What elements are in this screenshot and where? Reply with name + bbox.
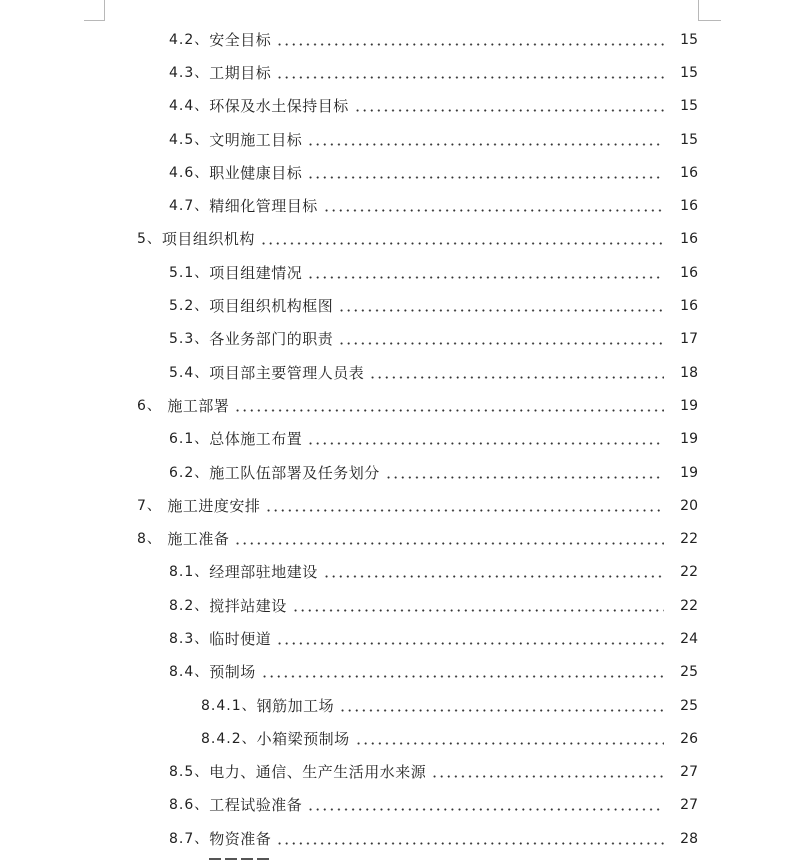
toc-entry[interactable]	[0, 689, 796, 722]
toc-dot-leader	[339, 709, 664, 712]
toc-entry-number: 8.4.1、	[201, 697, 257, 714]
toc-entry-page-number: 16	[680, 198, 698, 215]
toc-entry-page-number: 22	[680, 597, 698, 614]
toc-entry-number: 6、	[137, 397, 168, 414]
toc-entry-title: 施工队伍部署及任务划分	[209, 463, 380, 482]
toc-dot-leader	[307, 808, 664, 811]
toc-entry-number: 8.2、	[169, 597, 210, 614]
toc-dot-leader	[276, 642, 664, 645]
toc-entry-page-number: 22	[680, 531, 698, 548]
toc-dot-leader	[431, 775, 664, 778]
toc-entry-number: 8.1、	[169, 564, 210, 581]
toc-entry-number: 4.3、	[169, 64, 210, 81]
toc-entry-title: 预制场	[209, 663, 256, 682]
toc-entry[interactable]	[0, 556, 796, 589]
toc-entry-number: 4.7、	[169, 198, 210, 215]
toc-entry-page-number: 27	[680, 797, 698, 814]
toc-dot-leader	[234, 542, 664, 545]
toc-entry-page-number: 19	[680, 431, 698, 448]
toc-entry-title: 工程试验准备	[209, 796, 303, 815]
toc-entry[interactable]	[0, 189, 796, 222]
toc-entry-title: 项目组建情况	[209, 263, 303, 282]
toc-entry-title: 文明施工目标	[209, 130, 303, 149]
toc-entry-page-number: 15	[680, 31, 698, 48]
toc-entry-page-number: 27	[680, 764, 698, 781]
toc-entry-page-number: 19	[680, 397, 698, 414]
toc-entry-title: 搅拌站建设	[209, 596, 287, 615]
toc-entry-title: 经理部驻地建设	[209, 563, 318, 582]
toc-entry-number: 8.3、	[169, 630, 210, 647]
toc-entry-page-number: 20	[680, 497, 698, 514]
toc-entry-number: 5.3、	[169, 331, 210, 348]
toc-entry-page-number: 24	[680, 630, 698, 647]
toc-entry-title: 小箱梁预制场	[256, 729, 350, 748]
toc-entry[interactable]	[0, 722, 796, 755]
toc-dot-leader	[307, 143, 664, 146]
toc-dot-leader	[338, 342, 664, 345]
toc-entry-title: 项目部主要管理人员表	[209, 363, 365, 382]
toc-entry-page-number: 15	[680, 64, 698, 81]
toc-entry-page-number: 25	[680, 697, 698, 714]
toc-entry-number: 4.4、	[169, 98, 210, 115]
toc-entry-page-number: 19	[680, 464, 698, 481]
toc-entry-title: 精细化管理目标	[209, 197, 318, 216]
crop-mark-top-right	[698, 0, 721, 21]
toc-entry-number: 5.2、	[169, 298, 210, 315]
toc-entry-number: 4.6、	[169, 164, 210, 181]
toc-dot-leader	[369, 376, 664, 379]
toc-entry-number: 5、	[137, 231, 162, 248]
toc-entry-page-number: 16	[680, 264, 698, 281]
toc-entry-number: 8、	[137, 531, 168, 548]
toc-entry[interactable]	[0, 656, 796, 689]
toc-dot-leader	[338, 309, 664, 312]
cut-off-glyph	[209, 858, 221, 860]
toc-entry[interactable]	[0, 489, 796, 522]
next-entry-cut-off	[169, 858, 289, 865]
toc-entry-title: 安全目标	[209, 30, 272, 49]
toc-entry-page-number: 17	[680, 331, 698, 348]
toc-entry[interactable]	[0, 522, 796, 555]
cut-off-glyph	[257, 858, 269, 860]
toc-entry-number: 5.4、	[169, 364, 210, 381]
toc-dot-leader	[307, 276, 664, 279]
toc-dot-leader	[276, 76, 664, 79]
toc-dot-leader	[260, 242, 664, 245]
toc-entry-number: 8.5、	[169, 764, 210, 781]
cut-off-glyph	[241, 858, 253, 860]
toc-entry-number: 5.1、	[169, 264, 210, 281]
toc-dot-leader	[265, 509, 664, 512]
toc-entry[interactable]	[0, 356, 796, 389]
toc-entry-title: 电力、通信、生产生活用水来源	[209, 763, 427, 782]
toc-entry-title: 工期目标	[209, 63, 272, 82]
toc-dot-leader	[234, 409, 664, 412]
toc-entry-number: 4.2、	[169, 31, 210, 48]
toc-dot-leader	[354, 109, 664, 112]
toc-entry-number: 7、	[137, 497, 168, 514]
toc-entry[interactable]	[0, 822, 796, 855]
toc-dot-leader	[276, 43, 664, 46]
toc-dot-leader	[276, 842, 664, 845]
crop-mark-top-left	[84, 0, 105, 21]
cut-off-glyph	[225, 858, 237, 860]
toc-entry-title: 物资准备	[209, 829, 272, 848]
toc-dot-leader	[355, 742, 664, 745]
toc-entry-number: 6.1、	[169, 431, 210, 448]
toc-entry[interactable]	[0, 256, 796, 289]
toc-dot-leader	[307, 176, 664, 179]
toc-entry-number: 8.4.2、	[201, 730, 257, 747]
toc-entry[interactable]	[0, 289, 796, 322]
toc-dot-leader	[307, 442, 664, 445]
toc-entry-title: 临时便道	[209, 629, 272, 648]
toc-entry-title: 项目组织机构	[161, 230, 255, 249]
toc-entry[interactable]	[0, 90, 796, 123]
toc-entry-page-number: 16	[680, 231, 698, 248]
toc-entry-title: 钢筋加工场	[256, 696, 335, 715]
toc-entry[interactable]	[0, 56, 796, 89]
table-of-contents	[0, 23, 796, 855]
toc-entry-page-number: 16	[680, 164, 698, 181]
toc-entry[interactable]	[0, 123, 796, 156]
toc-entry[interactable]	[0, 622, 796, 655]
toc-entry[interactable]	[0, 456, 796, 489]
toc-entry[interactable]	[0, 389, 796, 422]
toc-entry-number: 8.6、	[169, 797, 210, 814]
toc-dot-leader	[261, 675, 664, 678]
toc-dot-leader	[385, 476, 664, 479]
toc-entry-title: 环保及水土保持目标	[209, 97, 349, 116]
toc-entry[interactable]	[0, 156, 796, 189]
toc-entry-title: 施工准备	[167, 530, 230, 549]
toc-entry-title: 职业健康目标	[209, 163, 303, 182]
toc-entry-page-number: 16	[680, 298, 698, 315]
toc-entry-page-number: 15	[680, 98, 698, 115]
toc-dot-leader	[292, 609, 664, 612]
toc-entry-page-number: 26	[680, 730, 698, 747]
toc-entry-page-number: 25	[680, 664, 698, 681]
toc-entry[interactable]	[0, 423, 796, 456]
toc-dot-leader	[323, 209, 664, 212]
toc-entry[interactable]	[0, 323, 796, 356]
toc-entry-number: 4.5、	[169, 131, 210, 148]
toc-entry[interactable]	[0, 23, 796, 56]
toc-entry-page-number: 22	[680, 564, 698, 581]
toc-entry-number: 6.2、	[169, 464, 210, 481]
toc-entry-page-number: 18	[680, 364, 698, 381]
toc-entry[interactable]	[0, 756, 796, 789]
toc-dot-leader	[323, 575, 664, 578]
toc-entry-title: 施工进度安排	[167, 496, 261, 515]
toc-entry-title: 项目组织机构框图	[209, 297, 334, 316]
toc-entry-title: 各业务部门的职责	[209, 330, 334, 349]
toc-entry-page-number: 28	[680, 830, 698, 847]
toc-entry[interactable]	[0, 223, 796, 256]
toc-entry-title: 总体施工布置	[209, 430, 303, 449]
toc-entry-number: 8.4、	[169, 664, 210, 681]
toc-entry-title: 施工部署	[167, 396, 230, 415]
toc-entry-number: 8.7、	[169, 830, 210, 847]
toc-entry-page-number: 15	[680, 131, 698, 148]
toc-entry[interactable]	[0, 789, 796, 822]
toc-entry[interactable]	[0, 589, 796, 622]
